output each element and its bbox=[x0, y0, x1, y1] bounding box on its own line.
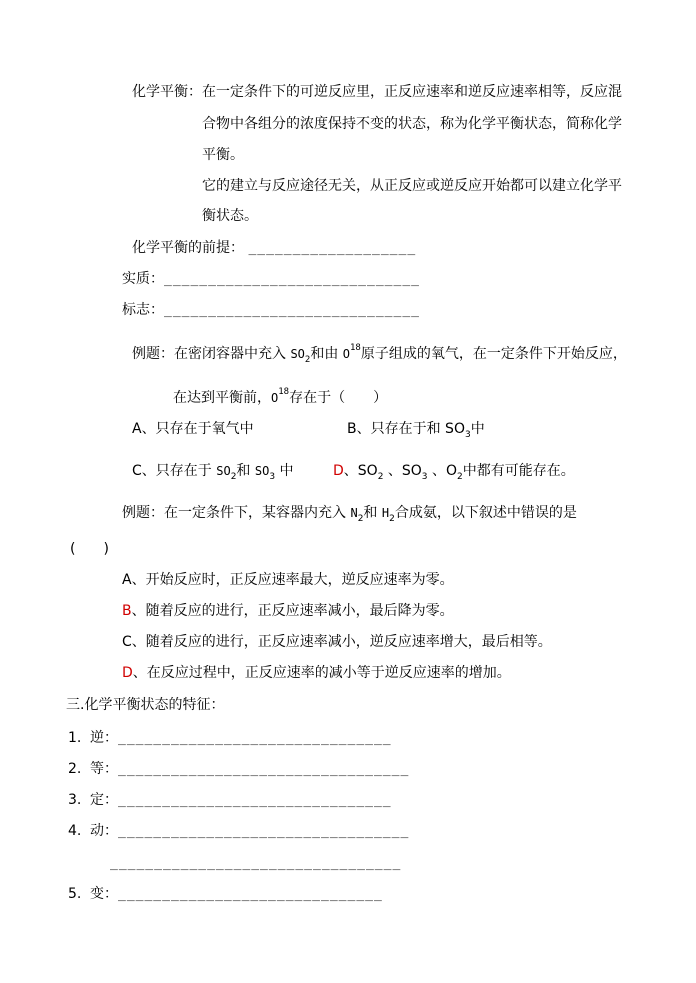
example1-option-a: A、只存在于氧气中 bbox=[132, 421, 254, 437]
o-text-2: O bbox=[271, 391, 279, 405]
option-d-so: 、SO bbox=[343, 463, 378, 479]
example2-option-d-text: 、在反应过程中，正反应速率的减小等于逆反应速率的增加。 bbox=[132, 665, 511, 681]
example2-text-1: 例题：在一定条件下，某容器内充入 bbox=[122, 505, 351, 521]
option-b-text: B、只存在于和 SO bbox=[347, 421, 465, 437]
option-c-so: SO bbox=[216, 464, 231, 478]
definition-line1: 在一定条件下的可逆反应里，正反应速率和逆反应速率相等，反应混 bbox=[202, 84, 622, 100]
example2-text-2: 和 bbox=[363, 505, 382, 521]
example1-text-1: 例题：在密闭容器中充入 bbox=[132, 346, 291, 362]
so2-subscript: 2 bbox=[304, 355, 311, 365]
example1-line2-end: 存在于（ ） bbox=[289, 390, 388, 406]
example1-text-2: 和由 bbox=[310, 346, 343, 362]
premise-label: 化学平衡的前提： bbox=[132, 240, 244, 256]
item-4-label: 动： bbox=[90, 823, 118, 839]
example2-option-d-letter: D bbox=[122, 665, 133, 681]
example2-option-b-text: 、随着反应的进行，正反应速率减小，最后降为零。 bbox=[131, 603, 454, 619]
example1-text-3: 原子组成的氧气，在一定条件下开始反应， bbox=[360, 346, 627, 362]
example2-option-d bbox=[122, 663, 511, 683]
option-c-text: C、只存在于 bbox=[132, 463, 217, 479]
item-4-number: 4. bbox=[68, 823, 82, 839]
example2-option-c: C、随着反应的进行，正反应速率减小，逆反应速率增大，最后相等。 bbox=[122, 634, 552, 650]
example1-line2-start: 在达到平衡前， bbox=[173, 390, 271, 406]
definition-line3: 平衡。 bbox=[202, 147, 244, 163]
so-text: SO bbox=[290, 347, 305, 361]
o18-formula-2 bbox=[271, 387, 290, 405]
example2-option-b bbox=[122, 601, 454, 621]
example2-question bbox=[122, 503, 577, 529]
example1-option-b bbox=[347, 419, 485, 445]
item-1-number: 1. bbox=[68, 730, 82, 746]
n2-text: N bbox=[350, 506, 358, 520]
option-b-subscript: 3 bbox=[464, 430, 471, 440]
option-b-end: 中 bbox=[470, 421, 485, 437]
n2-subscript: 2 bbox=[357, 514, 364, 524]
feature-item-5 bbox=[68, 884, 383, 905]
feature-item-3 bbox=[68, 790, 392, 811]
essence-label: 实质： bbox=[122, 271, 164, 287]
so2-formula bbox=[290, 347, 311, 365]
item-5-blank: ______________________________ bbox=[118, 887, 383, 902]
section3-title: 三.化学平衡状态的特征： bbox=[66, 697, 225, 713]
item-1-label: 逆： bbox=[90, 730, 118, 746]
option-c-sub2: 2 bbox=[230, 472, 237, 482]
option-b-letter: B bbox=[122, 603, 132, 619]
example1-option-c bbox=[132, 461, 294, 487]
item-3-label: 定： bbox=[90, 792, 118, 808]
option-c-end: 中 bbox=[275, 463, 294, 479]
feature-item-2 bbox=[68, 759, 409, 780]
sign-label: 标志： bbox=[122, 302, 164, 318]
item-3-blank: _______________________________ bbox=[118, 793, 392, 808]
option-d-sub2b: 2 bbox=[457, 472, 463, 482]
sign-blank: _____________________________ bbox=[164, 303, 420, 318]
o-text: O bbox=[342, 347, 351, 361]
option-d-so3: 、SO bbox=[383, 463, 422, 479]
o18-formula bbox=[342, 343, 361, 361]
option-d-sub3: 3 bbox=[421, 472, 428, 482]
sign-row bbox=[122, 300, 420, 321]
example2-text-3: 合成氨，以下叙述中错误的是 bbox=[394, 505, 577, 521]
feature-item-4 bbox=[68, 821, 409, 842]
item-2-number: 2. bbox=[68, 761, 82, 777]
option-d-o2: 、O bbox=[427, 463, 457, 479]
example1-question-line2 bbox=[173, 382, 387, 408]
example1-question bbox=[132, 338, 627, 370]
example2-option-a: A、开始反应时，正反应速率最大，逆反应速率为零。 bbox=[122, 572, 454, 588]
option-c-so3: SO bbox=[254, 464, 270, 478]
option-d-end: 中都有可能存在。 bbox=[462, 463, 575, 479]
item-4-blank: _________________________________ bbox=[118, 824, 410, 839]
example1-option-d bbox=[333, 461, 575, 487]
premise-blank: ___________________ bbox=[248, 241, 417, 256]
item-5-label: 变： bbox=[90, 886, 118, 902]
essence-row bbox=[122, 269, 420, 290]
feature-item-1 bbox=[68, 728, 392, 749]
premise-row bbox=[132, 238, 416, 259]
o18-superscript-2: 18 bbox=[278, 387, 290, 397]
h2-subscript: 2 bbox=[389, 514, 395, 524]
option-c-mid: 和 bbox=[236, 463, 255, 479]
h2-text: H bbox=[381, 506, 390, 520]
item-4-blank-continued: _________________________________ bbox=[110, 856, 402, 871]
feature-item-4-continuation bbox=[110, 853, 401, 874]
option-c-sub3: 3 bbox=[269, 472, 276, 482]
item-3-number: 3. bbox=[68, 792, 82, 808]
definition-line5: 衡状态。 bbox=[202, 208, 258, 224]
essence-blank: _____________________________ bbox=[164, 272, 420, 287]
definition-line2: 合物中各组分的浓度保持不变的状态，称为化学平衡状态，简称化学 bbox=[202, 116, 622, 132]
option-d-letter: D bbox=[333, 463, 344, 479]
o18-superscript: 18 bbox=[350, 343, 361, 353]
definition-term: 化学平衡： bbox=[132, 84, 202, 100]
example2-answer-paren: ( ) bbox=[70, 541, 109, 557]
option-d-sub2: 2 bbox=[377, 472, 384, 482]
item-2-label: 等： bbox=[90, 761, 118, 777]
item-1-blank: _______________________________ bbox=[118, 731, 392, 746]
item-5-number: 5. bbox=[68, 886, 82, 902]
definition-line4: 它的建立与反应途径无关，从正反应或逆反应开始都可以建立化学平 bbox=[202, 178, 622, 194]
definition-paragraph bbox=[132, 82, 622, 102]
item-2-blank: _________________________________ bbox=[118, 762, 410, 777]
